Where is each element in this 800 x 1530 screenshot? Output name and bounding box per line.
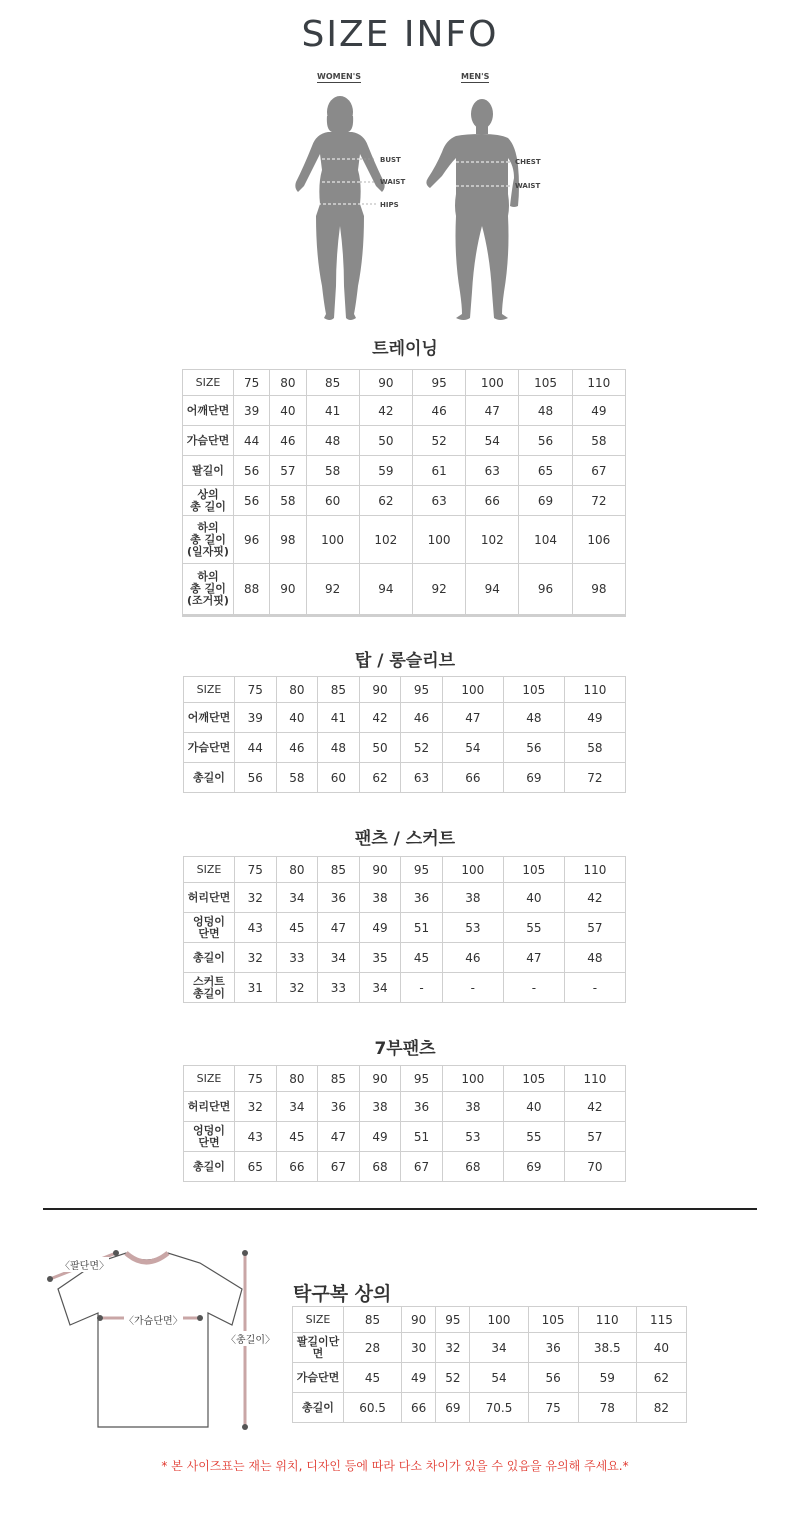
table-row xyxy=(183,456,626,486)
size-column-header: 85 xyxy=(318,677,360,703)
value-cell: 88 xyxy=(234,564,270,616)
value-cell: 35 xyxy=(359,943,401,973)
table-row xyxy=(183,486,626,516)
value-cell: 49 xyxy=(359,1122,401,1152)
value-cell: 43 xyxy=(235,1122,277,1152)
value-cell: 104 xyxy=(519,516,572,564)
value-cell: 45 xyxy=(276,1122,318,1152)
size-column-header: 95 xyxy=(436,1307,470,1333)
sleeve-label: 〈팔단면〉 xyxy=(60,1257,109,1272)
size-column-header: 105 xyxy=(503,857,564,883)
value-cell: 82 xyxy=(636,1393,686,1423)
value-cell: - xyxy=(401,973,443,1003)
row-label-cell: 엉덩이 단면 xyxy=(184,1122,235,1152)
value-cell: 40 xyxy=(636,1333,686,1363)
training-size-table xyxy=(182,369,626,617)
row-label-cell: 총길이 xyxy=(184,943,235,973)
value-cell: 46 xyxy=(412,396,465,426)
waist-label-women: WAIST xyxy=(380,178,406,186)
value-cell: 32 xyxy=(235,1092,277,1122)
body-figures xyxy=(270,66,570,326)
pingpong-size-table xyxy=(292,1306,687,1423)
value-cell: 54 xyxy=(466,426,519,456)
value-cell: 42 xyxy=(564,1092,625,1122)
size-column-header: 75 xyxy=(235,857,277,883)
value-cell: 65 xyxy=(519,456,572,486)
value-cell: 62 xyxy=(636,1363,686,1393)
row-label-cell: 허리단면 xyxy=(184,1092,235,1122)
women-caption: WOMEN'S xyxy=(317,72,361,81)
size-header-cell: SIZE xyxy=(183,370,234,396)
table-header-row xyxy=(184,677,626,703)
size-column-header: 100 xyxy=(442,1066,503,1092)
pants-size-table xyxy=(183,856,626,1003)
value-cell: 102 xyxy=(359,516,412,564)
value-cell: 50 xyxy=(359,733,401,763)
value-cell: 57 xyxy=(564,1122,625,1152)
value-cell: 39 xyxy=(235,703,277,733)
value-cell: 60.5 xyxy=(344,1393,402,1423)
capri-size-table xyxy=(183,1065,626,1182)
value-cell: 53 xyxy=(442,913,503,943)
size-header-cell: SIZE xyxy=(184,677,235,703)
table-row xyxy=(184,703,626,733)
table-row xyxy=(183,426,626,456)
value-cell: 36 xyxy=(318,883,360,913)
size-column-header: 85 xyxy=(306,370,359,396)
value-cell: 47 xyxy=(318,913,360,943)
value-cell: 36 xyxy=(401,1092,443,1122)
value-cell: 47 xyxy=(466,396,519,426)
value-cell: 92 xyxy=(412,564,465,616)
value-cell: 33 xyxy=(318,973,360,1003)
value-cell: 45 xyxy=(276,913,318,943)
value-cell: 69 xyxy=(503,763,564,793)
value-cell: 47 xyxy=(503,943,564,973)
row-label-cell: 스커트 총길이 xyxy=(184,973,235,1003)
pants-title: 팬츠 / 스커트 xyxy=(354,829,456,849)
value-cell: 54 xyxy=(470,1363,528,1393)
table-row xyxy=(184,763,626,793)
shirt-diagram xyxy=(40,1245,280,1435)
top-size-table xyxy=(183,676,626,793)
value-cell: 49 xyxy=(402,1363,436,1393)
value-cell: - xyxy=(442,973,503,1003)
value-cell: 56 xyxy=(519,426,572,456)
value-cell: 59 xyxy=(578,1363,636,1393)
value-cell: 30 xyxy=(402,1333,436,1363)
value-cell: 57 xyxy=(564,913,625,943)
value-cell: 47 xyxy=(442,703,503,733)
value-cell: 46 xyxy=(276,733,318,763)
size-column-header: 100 xyxy=(442,677,503,703)
value-cell: 57 xyxy=(270,456,306,486)
value-cell: 49 xyxy=(564,703,625,733)
row-label-cell: 상의 총 길이 xyxy=(183,486,234,516)
size-column-header: 80 xyxy=(276,857,318,883)
value-cell: 66 xyxy=(402,1393,436,1423)
value-cell: 96 xyxy=(519,564,572,616)
value-cell: 36 xyxy=(528,1333,578,1363)
page-title: SIZE INFO xyxy=(301,14,499,55)
chest-width-label: 〈가슴단면〉 xyxy=(124,1312,183,1327)
value-cell: 40 xyxy=(276,703,318,733)
value-cell: 55 xyxy=(503,913,564,943)
value-cell: 39 xyxy=(234,396,270,426)
value-cell: 34 xyxy=(359,973,401,1003)
value-cell: 41 xyxy=(318,703,360,733)
value-cell: 45 xyxy=(401,943,443,973)
bust-label: BUST xyxy=(380,156,401,164)
size-column-header: 90 xyxy=(359,1066,401,1092)
training-title: 트레이닝 xyxy=(372,339,438,359)
size-column-header: 100 xyxy=(466,370,519,396)
value-cell: 63 xyxy=(412,486,465,516)
table-header-row xyxy=(293,1307,687,1333)
value-cell: 90 xyxy=(270,564,306,616)
value-cell: 48 xyxy=(564,943,625,973)
length-label: 〈총길이〉 xyxy=(226,1331,275,1346)
value-cell: 50 xyxy=(359,426,412,456)
row-label-cell: 엉덩이 단면 xyxy=(184,913,235,943)
row-label-cell: 총길이 xyxy=(293,1393,344,1423)
size-column-header: 105 xyxy=(519,370,572,396)
value-cell: 78 xyxy=(578,1393,636,1423)
value-cell: 70.5 xyxy=(470,1393,528,1423)
table-row xyxy=(184,733,626,763)
table-row xyxy=(293,1333,687,1363)
size-column-header: 85 xyxy=(344,1307,402,1333)
value-cell: 52 xyxy=(436,1363,470,1393)
capri-title: 7부팬츠 xyxy=(374,1039,436,1059)
value-cell: 65 xyxy=(235,1152,277,1182)
value-cell: 69 xyxy=(503,1152,564,1182)
value-cell: 45 xyxy=(344,1363,402,1393)
table-row xyxy=(184,973,626,1003)
value-cell: 38 xyxy=(359,883,401,913)
value-cell: 48 xyxy=(318,733,360,763)
footnote: * 본 사이즈표는 재는 위치, 디자인 등에 따라 다소 차이가 있을 수 있음을 유의해 주세요.* xyxy=(161,1459,629,1473)
table-row xyxy=(184,943,626,973)
value-cell: 52 xyxy=(412,426,465,456)
value-cell: 48 xyxy=(519,396,572,426)
value-cell: 56 xyxy=(503,733,564,763)
value-cell: 36 xyxy=(318,1092,360,1122)
value-cell: 102 xyxy=(466,516,519,564)
value-cell: 106 xyxy=(572,516,625,564)
value-cell: 47 xyxy=(318,1122,360,1152)
size-column-header: 90 xyxy=(359,677,401,703)
value-cell: 58 xyxy=(306,456,359,486)
value-cell: 58 xyxy=(572,426,625,456)
pingpong-title: 탁구복 상의 xyxy=(293,1283,392,1305)
table-row xyxy=(183,516,626,564)
row-label-cell: 하의 총 길이 (조거핏) xyxy=(183,564,234,616)
value-cell: 56 xyxy=(528,1363,578,1393)
size-column-header: 85 xyxy=(318,1066,360,1092)
value-cell: 70 xyxy=(564,1152,625,1182)
top-title: 탑 / 롱슬리브 xyxy=(354,651,456,671)
value-cell: 48 xyxy=(503,703,564,733)
row-label-cell: 허리단면 xyxy=(184,883,235,913)
size-column-header: 75 xyxy=(234,370,270,396)
table-row xyxy=(184,1092,626,1122)
value-cell: 56 xyxy=(235,763,277,793)
row-label-cell: 가슴단면 xyxy=(293,1363,344,1393)
value-cell: 46 xyxy=(401,703,443,733)
value-cell: 67 xyxy=(401,1152,443,1182)
value-cell: 61 xyxy=(412,456,465,486)
value-cell: 42 xyxy=(359,396,412,426)
table-row xyxy=(293,1363,687,1393)
row-label-cell: 어깨단면 xyxy=(184,703,235,733)
value-cell: 62 xyxy=(359,763,401,793)
value-cell: 94 xyxy=(466,564,519,616)
waist-label-men: WAIST xyxy=(515,182,541,190)
value-cell: 38 xyxy=(442,883,503,913)
table-row xyxy=(184,1122,626,1152)
value-cell: 94 xyxy=(359,564,412,616)
value-cell: 43 xyxy=(235,913,277,943)
value-cell: 66 xyxy=(442,763,503,793)
size-column-header: 100 xyxy=(442,857,503,883)
value-cell: 36 xyxy=(401,883,443,913)
value-cell: 34 xyxy=(470,1333,528,1363)
value-cell: 38.5 xyxy=(578,1333,636,1363)
size-column-header: 90 xyxy=(359,370,412,396)
size-column-header: 75 xyxy=(235,1066,277,1092)
size-column-header: 80 xyxy=(276,1066,318,1092)
size-header-cell: SIZE xyxy=(184,1066,235,1092)
size-column-header: 80 xyxy=(270,370,306,396)
size-column-header: 80 xyxy=(276,677,318,703)
size-column-header: 110 xyxy=(564,857,625,883)
value-cell: 75 xyxy=(528,1393,578,1423)
value-cell: 32 xyxy=(436,1333,470,1363)
table-row xyxy=(184,1152,626,1182)
value-cell: 49 xyxy=(572,396,625,426)
table-header-row xyxy=(183,370,626,396)
value-cell: 38 xyxy=(359,1092,401,1122)
value-cell: 68 xyxy=(442,1152,503,1182)
value-cell: 54 xyxy=(442,733,503,763)
value-cell: 66 xyxy=(466,486,519,516)
value-cell: 40 xyxy=(503,1092,564,1122)
row-label-cell: 하의 총 길이 (일자핏) xyxy=(183,516,234,564)
value-cell: 44 xyxy=(234,426,270,456)
value-cell: 69 xyxy=(519,486,572,516)
size-column-header: 105 xyxy=(503,1066,564,1092)
value-cell: 66 xyxy=(276,1152,318,1182)
size-column-header: 90 xyxy=(402,1307,436,1333)
row-label-cell: 총길이 xyxy=(184,1152,235,1182)
chest-label: CHEST xyxy=(515,158,541,166)
value-cell: 56 xyxy=(234,486,270,516)
value-cell: 67 xyxy=(572,456,625,486)
size-column-header: 90 xyxy=(359,857,401,883)
value-cell: 49 xyxy=(359,913,401,943)
size-column-header: 105 xyxy=(503,677,564,703)
men-caption: MEN'S xyxy=(461,72,490,81)
hips-label: HIPS xyxy=(380,201,399,209)
size-column-header: 110 xyxy=(572,370,625,396)
row-label-cell: 가슴단면 xyxy=(184,733,235,763)
value-cell: 69 xyxy=(436,1393,470,1423)
table-header-row xyxy=(184,857,626,883)
size-header-cell: SIZE xyxy=(293,1307,344,1333)
size-column-header: 110 xyxy=(564,1066,625,1092)
size-column-header: 115 xyxy=(636,1307,686,1333)
value-cell: 53 xyxy=(442,1122,503,1152)
value-cell: 46 xyxy=(442,943,503,973)
size-column-header: 95 xyxy=(401,677,443,703)
value-cell: 42 xyxy=(359,703,401,733)
value-cell: 51 xyxy=(401,1122,443,1152)
value-cell: 92 xyxy=(306,564,359,616)
size-column-header: 95 xyxy=(412,370,465,396)
table-row xyxy=(184,883,626,913)
value-cell: 33 xyxy=(276,943,318,973)
size-column-header: 105 xyxy=(528,1307,578,1333)
size-column-header: 95 xyxy=(401,857,443,883)
value-cell: 100 xyxy=(306,516,359,564)
table-row xyxy=(184,913,626,943)
value-cell: 34 xyxy=(276,883,318,913)
value-cell: 44 xyxy=(235,733,277,763)
value-cell: 98 xyxy=(270,516,306,564)
value-cell: 51 xyxy=(401,913,443,943)
size-column-header: 100 xyxy=(470,1307,528,1333)
value-cell: 32 xyxy=(235,883,277,913)
value-cell: 100 xyxy=(412,516,465,564)
value-cell: 96 xyxy=(234,516,270,564)
table-row xyxy=(183,564,626,616)
value-cell: 63 xyxy=(401,763,443,793)
table-row xyxy=(293,1393,687,1423)
value-cell: 52 xyxy=(401,733,443,763)
value-cell: 55 xyxy=(503,1122,564,1152)
value-cell: 60 xyxy=(306,486,359,516)
value-cell: 31 xyxy=(235,973,277,1003)
section-divider xyxy=(43,1208,757,1210)
row-label-cell: 총길이 xyxy=(184,763,235,793)
value-cell: 34 xyxy=(276,1092,318,1122)
value-cell: 56 xyxy=(234,456,270,486)
value-cell: 28 xyxy=(344,1333,402,1363)
body-silhouettes-icon xyxy=(270,66,570,326)
value-cell: 58 xyxy=(270,486,306,516)
size-column-header: 110 xyxy=(564,677,625,703)
value-cell: 41 xyxy=(306,396,359,426)
value-cell: 42 xyxy=(564,883,625,913)
value-cell: 40 xyxy=(270,396,306,426)
value-cell: 34 xyxy=(318,943,360,973)
size-column-header: 75 xyxy=(235,677,277,703)
value-cell: 40 xyxy=(503,883,564,913)
size-column-header: 95 xyxy=(401,1066,443,1092)
value-cell: 58 xyxy=(276,763,318,793)
row-label-cell: 가슴단면 xyxy=(183,426,234,456)
value-cell: 67 xyxy=(318,1152,360,1182)
value-cell: 60 xyxy=(318,763,360,793)
size-column-header: 85 xyxy=(318,857,360,883)
value-cell: 58 xyxy=(564,733,625,763)
value-cell: 32 xyxy=(276,973,318,1003)
value-cell: 48 xyxy=(306,426,359,456)
value-cell: 63 xyxy=(466,456,519,486)
value-cell: 32 xyxy=(235,943,277,973)
value-cell: - xyxy=(503,973,564,1003)
table-header-row xyxy=(184,1066,626,1092)
value-cell: 46 xyxy=(270,426,306,456)
size-header-cell: SIZE xyxy=(184,857,235,883)
table-row xyxy=(183,396,626,426)
row-label-cell: 팔길이단면 xyxy=(293,1333,344,1363)
value-cell: 62 xyxy=(359,486,412,516)
value-cell: 72 xyxy=(564,763,625,793)
row-label-cell: 팔길이 xyxy=(183,456,234,486)
row-label-cell: 어깨단면 xyxy=(183,396,234,426)
value-cell: - xyxy=(564,973,625,1003)
value-cell: 59 xyxy=(359,456,412,486)
value-cell: 68 xyxy=(359,1152,401,1182)
value-cell: 72 xyxy=(572,486,625,516)
value-cell: 98 xyxy=(572,564,625,616)
size-column-header: 110 xyxy=(578,1307,636,1333)
value-cell: 38 xyxy=(442,1092,503,1122)
